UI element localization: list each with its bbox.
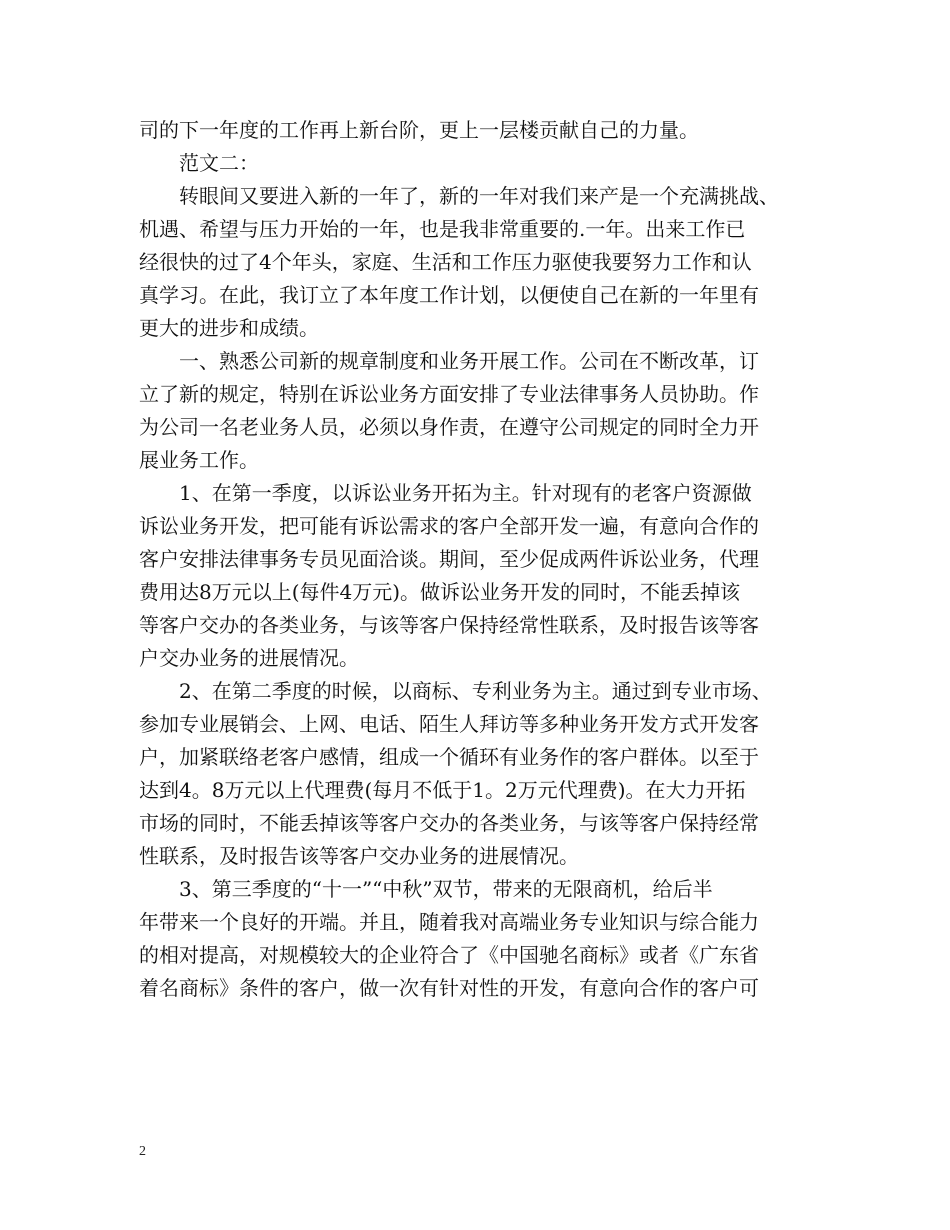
section-heading: 范文二：: [179, 151, 259, 175]
text-line: 1、在第一季度，以诉讼业务开拓为主。针对现有的老客户资源做: [179, 481, 752, 505]
text-line: 户交办业务的进展情况。: [139, 646, 359, 670]
text-line: 一、熟悉公司新的规章制度和业务开展工作。公司在不断改革，订: [179, 349, 759, 373]
text-line: 3、第三季度的“十一”“中秋”双节，带来的无限商机，给后半: [179, 877, 713, 901]
text-line: 的相对提高，对规模较大的企业符合了《中国驰名商标》或者《广东省: [139, 943, 759, 967]
page-number: 2: [139, 1144, 146, 1159]
text-line: 司的下一年度的工作再上新台阶，更上一层楼贡献自己的力量。: [139, 118, 699, 142]
text-line: 达到4。8万元以上代理费(每月不低于1。2万元代理费)。在大力开拓: [139, 778, 746, 802]
text-line: 机遇、希望与压力开始的一年，也是我非常重要的.一年。出来工作已: [139, 217, 746, 241]
text-line: 性联系，及时报告该等客户交办业务的进展情况。: [139, 844, 579, 868]
text-line: 更大的进步和成绩。: [139, 316, 319, 340]
text-line: 经很快的过了4个年头，家庭、生活和工作压力驱使我要努力工作和认: [139, 250, 752, 274]
text-line: 客户安排法律事务专员见面洽谈。期间，至少促成两件诉讼业务，代理: [139, 547, 759, 571]
document-body: [139, 114, 815, 1005]
text-line: 转眼间又要进入新的一年了，新的一年对我们来产是一个充满挑战、: [179, 184, 779, 208]
text-line: 为公司一名老业务人员，必须以身作责，在遵守公司规定的同时全力开: [139, 415, 759, 439]
text-line: 等客户交办的各类业务，与该等客户保持经常性联系，及时报告该等客: [139, 613, 759, 637]
text-line: 市场的同时，不能丢掉该等客户交办的各类业务，与该等客户保持经常: [139, 811, 759, 835]
text-line: 着名商标》条件的客户，做一次有针对性的开发，有意向合作的客户可: [139, 976, 759, 1000]
text-line: 参加专业展销会、上网、电话、陌生人拜访等多种业务开发方式开发客: [139, 712, 759, 736]
text-line: 2、在第二季度的时候，以商标、专利业务为主。通过到专业市场、: [179, 679, 772, 703]
text-line: 户，加紧联络老客户感情，组成一个循环有业务作的客户群体。以至于: [139, 745, 759, 769]
text-line: 立了新的规定，特别在诉讼业务方面安排了专业法律事务人员协助。作: [139, 382, 759, 406]
text-line: 诉讼业务开发，把可能有诉讼需求的客户全部开发一遍，有意向合作的: [139, 514, 759, 538]
text-line: 展业务工作。: [139, 448, 259, 472]
text-line: 费用达8万元以上(每件4万元)。做诉讼业务开发的同时，不能丢掉该: [139, 580, 741, 604]
text-line: 年带来一个良好的开端。并且，随着我对高端业务专业知识与综合能力: [139, 910, 759, 934]
text-line: 真学习。在此，我订立了本年度工作计划，以便使自己在新的一年里有: [139, 283, 759, 307]
